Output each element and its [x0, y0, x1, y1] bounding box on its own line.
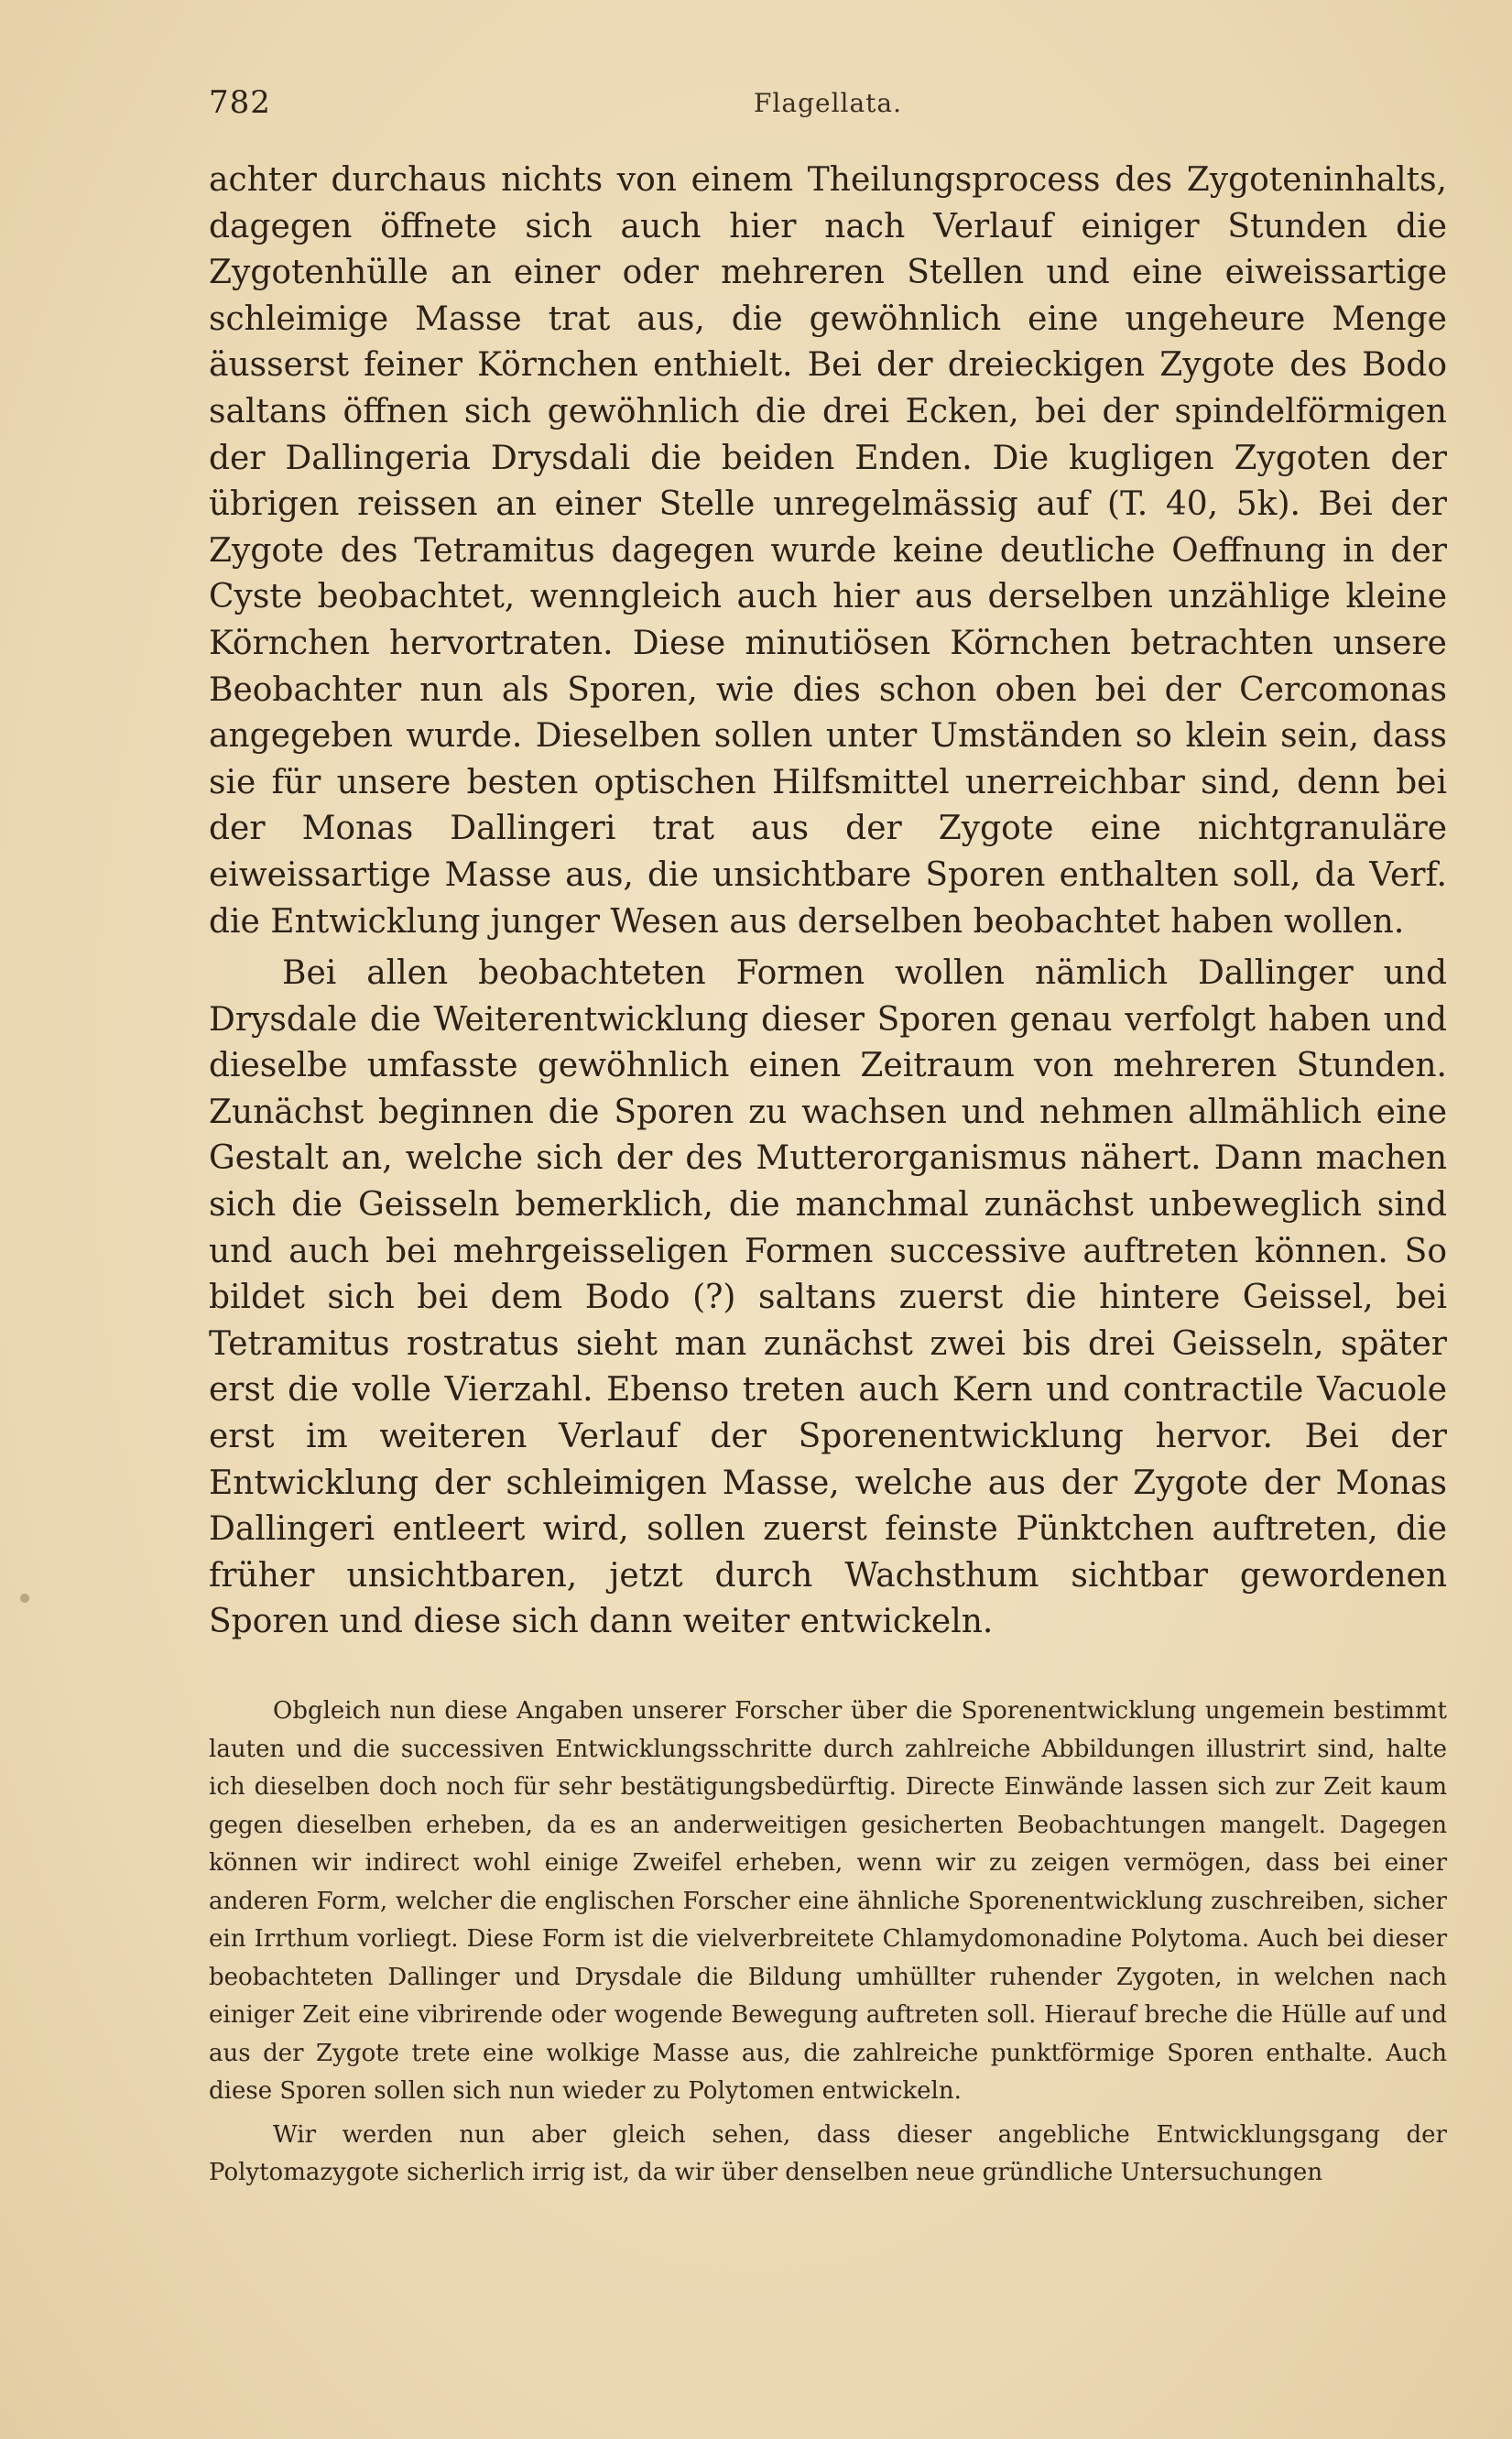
small-print-notes — [209, 1693, 1447, 2193]
main-text — [209, 158, 1447, 1646]
body-paragraph: Bei allen beobachteten Formen wollen nämlich Dallinger und Drysdale die Weiterentwicklung dieser Sporen genau verfolgt haben und dieselbe umfasste gewöhnlich einen Zeitraum von mehreren Stunden. Zunächst beginnen die Sporen zu wachsen und nehmen allmählich eine Gestalt an, welche sich der des Mutterorganismus nähert. Dann machen sich die Geisseln bemerklich, die manchmal zunächst unbeweglich sind und auch bei mehrgeisseligen Formen successive auftreten können. So bildet sich bei dem Bodo (?) saltans zuerst die hintere Geissel, bei Tetramitus rostratus sieht man zunächst zwei bis drei Geisseln, später erst die volle Vierzahl. Ebenso treten auch Kern und contractile Vacuole erst im weiteren Verlauf der Sporenentwicklung hervor. Bei der Entwicklung der schleimigen Masse, welche aus der Zygote der Monas Dallingeri entleert wird, sollen zuerst feinste Pünktchen auftreten, die früher unsichtbaren, jetzt durch Wachsthum sichtbar gewordenen Sporen und diese sich dann weiter entwickeln. — [209, 954, 1447, 1641]
note-paragraph: Wir werden nun aber gleich sehen, dass dieser angebliche Entwicklungsgang der Polytomazygote sicherlich irrig ist, da wir über denselben neue gründliche Untersuchungen — [209, 2120, 1447, 2186]
body-paragraph: achter durchaus nichts von einem Theilungsprocess des Zygoteninhalts, dagegen öffnete sich auch hier nach Verlauf einiger Stunden die Zygotenhülle an einer oder mehreren Stellen und eine eiweissartige schleimige Masse trat aus, die gewöhnlich eine ungeheure Menge äusserst feiner Körnchen enthielt. Bei der dreieckigen Zygote des Bodo saltans öffnen sich gewöhnlich die drei Ecken, bei der spindelförmigen der Dallingeria Drysdali die beiden Enden. Die kugligen Zygoten der übrigen reissen an einer Stelle unregelmässig auf (T. 40, 5k). Bei der Zygote des Tetramitus dagegen wurde keine deutliche Oeffnung in der Cyste beobachtet, wenngleich auch hier aus derselben unzählige kleine Körnchen hervortraten. Diese minutiösen Körnchen betrachten unsere Beobachter nun als Sporen, wie dies schon oben bei der Cercomonas angegeben wurde. Dieselben sollen unter Umständen so klein sein, dass sie für unsere besten optischen Hilfsmittel unerreichbar sind, denn bei der Monas Dallingeri trat aus der Zygote eine nichtgranuläre eiweissartige Masse aus, die unsichtbare Sporen enthalten soll, da Verf. die Entwicklung junger Wesen aus derselben beobachtet haben wollen. — [209, 161, 1447, 941]
page-number: 782 — [209, 84, 271, 121]
paper-stain — [20, 1594, 29, 1603]
running-title: Flagellata. — [754, 88, 903, 118]
page-header — [209, 84, 1463, 130]
note-paragraph: Obgleich nun diese Angaben unserer Forscher über die Sporenentwicklung ungemein bestimmt lauten und die successiven Entwicklungsschritte durch zahlreiche Abbildungen illustrirt sind, halte ich dieselben doch noch für sehr bestätigungsbedürftig. Directe Einwände lassen sich zur Zeit kaum gegen dieselben erheben, da es an anderweitigen gesicherten Beobachtungen mangelt. Dagegen können wir indirect wohl einige Zweifel erheben, wenn wir zu zeigen vermögen, dass bei einer anderen Form, welcher die englischen Forscher eine ähnliche Sporenentwicklung zuschreiben, sicher ein Irrthum vorliegt. Diese Form ist die vielverbreitete Chlamydomonadine Polytoma. Auch bei dieser beobachteten Dallinger und Drysdale die Bildung umhüllter ruhender Zygoten, in welchen nach einiger Zeit eine vibrirende oder wogende Bewegung auftreten soll. Hierauf breche die Hülle auf und aus der Zygote trete eine wolkige Masse aus, die zahlreiche punktförmige Sporen enthalte. Auch diese Sporen sollen sich nun wieder zu Polytomen entwickeln. — [209, 1697, 1447, 2105]
